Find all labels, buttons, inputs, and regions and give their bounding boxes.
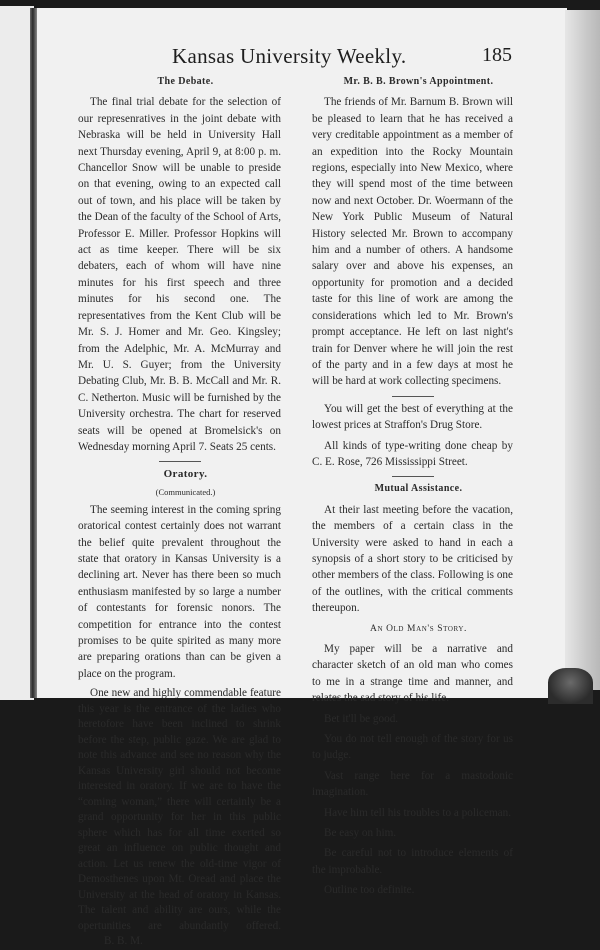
article-body: The friends of Mr. Barnum B. Brown will be pleased to learn that he has received a very creditable appointment as a member of an expedition into the Rocky Mountain regions, especially into New Mexico, where they will spend most of the time between now and next October. Dr. Woermann of the New York Public Museum of Natural History selected Mr. Brown to accompany him and a number of others. A handsome salary over and above his expenses, an opportunity for promotion and a decided taste for this line of work are among the considerations which led to Mr. Brown's prompt acceptance. He left on last night's train for Denver where he will join the rest of the party and in a few days at most he will be hard at work collecting specimens.: [312, 96, 513, 388]
comment: Be careful not to introduce elements of the improbable.: [312, 847, 513, 876]
article-debate: [78, 74, 281, 455]
paragraph-text: One new and highly commendable feature this year is the entrance of the ladies who heretofore have been inclined to shrink before the step, public gaze. We are glad to note this advance and see no reason why the Kansas University girl should not become interested in oratory. If we are to have the “coming woman,” there will certainly be a grand opportunity for her in this public sphere which has for all time exerted so great an influence on public thought and action. Let us renew the old-time vigor of Demosthenes upon Mt. Oread and place the University at the head of oratory in Kansas. The talent and ability are ours, while the opertunities are abundantly offered.: [78, 687, 281, 932]
right-column: [312, 74, 513, 899]
article-intro: At their last meeting before the vacation, the members of a certain class in the University were asked to hand in each a synopsis of a short story to be criticised by other members of the class. Following is one of the outlines, with the critical comments thereupon.: [312, 503, 513, 615]
article-title: The Debate.: [157, 76, 214, 87]
ad-typewriting: All kinds of type-writing done cheap by C. E. Rose, 726 Mississippi Street.: [312, 439, 513, 468]
section-divider: [159, 461, 201, 462]
author-signature: B. B. M.: [104, 935, 143, 948]
publication-title: Kansas University Weekly.: [172, 44, 407, 68]
article-title: Mr. B. B. Brown's Appointment.: [343, 76, 494, 87]
page-number: 185: [482, 44, 512, 66]
article-paragraph: [78, 686, 281, 950]
article-paragraph: The seeming interest in the coming spring oratorical contest certainly does not warrant the belief quite prevalent throughout the state that oratory in Kansas University is a declining art. Never has there been so much enthusiasm manifested by so large a number of contestants for forensic nonors. The competition for entrance into the contest promises to be quite spirited as many more are preparing orations than can be given a place on the program.: [78, 503, 281, 680]
article-title: Oratory.: [163, 468, 208, 481]
article-brown-appointment: [312, 74, 513, 390]
section-divider: [392, 476, 434, 477]
comment: Bet it'll be good.: [324, 712, 399, 725]
page-stack-edge: [565, 10, 600, 690]
story-heading: An Old Man's Story.: [370, 623, 467, 634]
section-divider: [392, 396, 434, 397]
book-gutter: [30, 8, 37, 698]
comment: Outline too definite.: [324, 884, 415, 897]
facing-page-edge: [0, 6, 34, 700]
running-header: [172, 44, 562, 68]
article-mutual-assistance: [312, 481, 513, 898]
ad-straffon: You will get the best of everything at the lowest prices at Straffon's Drug Store.: [312, 402, 513, 432]
article-subtitle: (Communicated.): [155, 486, 216, 497]
comment: Have him tell his troubles to a policeman.: [324, 806, 512, 819]
comment: Be easy on him.: [324, 827, 397, 840]
advertisements: [312, 401, 513, 471]
thumb-holding-page: [548, 668, 593, 704]
comment: Vast range here for a mastodonic imagination.: [312, 769, 513, 799]
left-column: [78, 74, 281, 950]
article-body: The final trial debate for the selection of our represenratives in the joint debate with Nebraska will be held in University Hall next Thursday evening, April 9, at 8:00 p. m. Chancellor Snow will be unable to preside on that evening, owing to an expected call out of town, and his place will be taken by the Dean of the faculty of the School of Arts, Professor E. Miller. Professor Hopkins will act as time keeper. There will be six debaters, each of whom will have nine minutes for his first speech and three minutes for his second one. The representatives from the Kent Club will be Mr. S. J. Homer and Mr. Geo. Kingsley; from the Adelphic, Mr. A. McMurray and Mr. U. S. Guyer; from the University Debating Club, Mr. B. B. McCall and Mr. R. C. Netherton. Music will be furnished by the University orchestra. The chart for reserved seats will be opened at Bromelsick's on Wednesday morning April 7. Seats 25 cents.: [78, 96, 281, 453]
article-title: Mutual Assistance.: [374, 483, 463, 495]
comment: You do not tell enough of the story for us to judge.: [312, 733, 513, 762]
article-oratory: [78, 466, 281, 949]
story-outline: My paper will be a narrative and character sketch of an old man who comes to me in a strange time and manner, and relates the sad story of his life.: [312, 643, 513, 705]
